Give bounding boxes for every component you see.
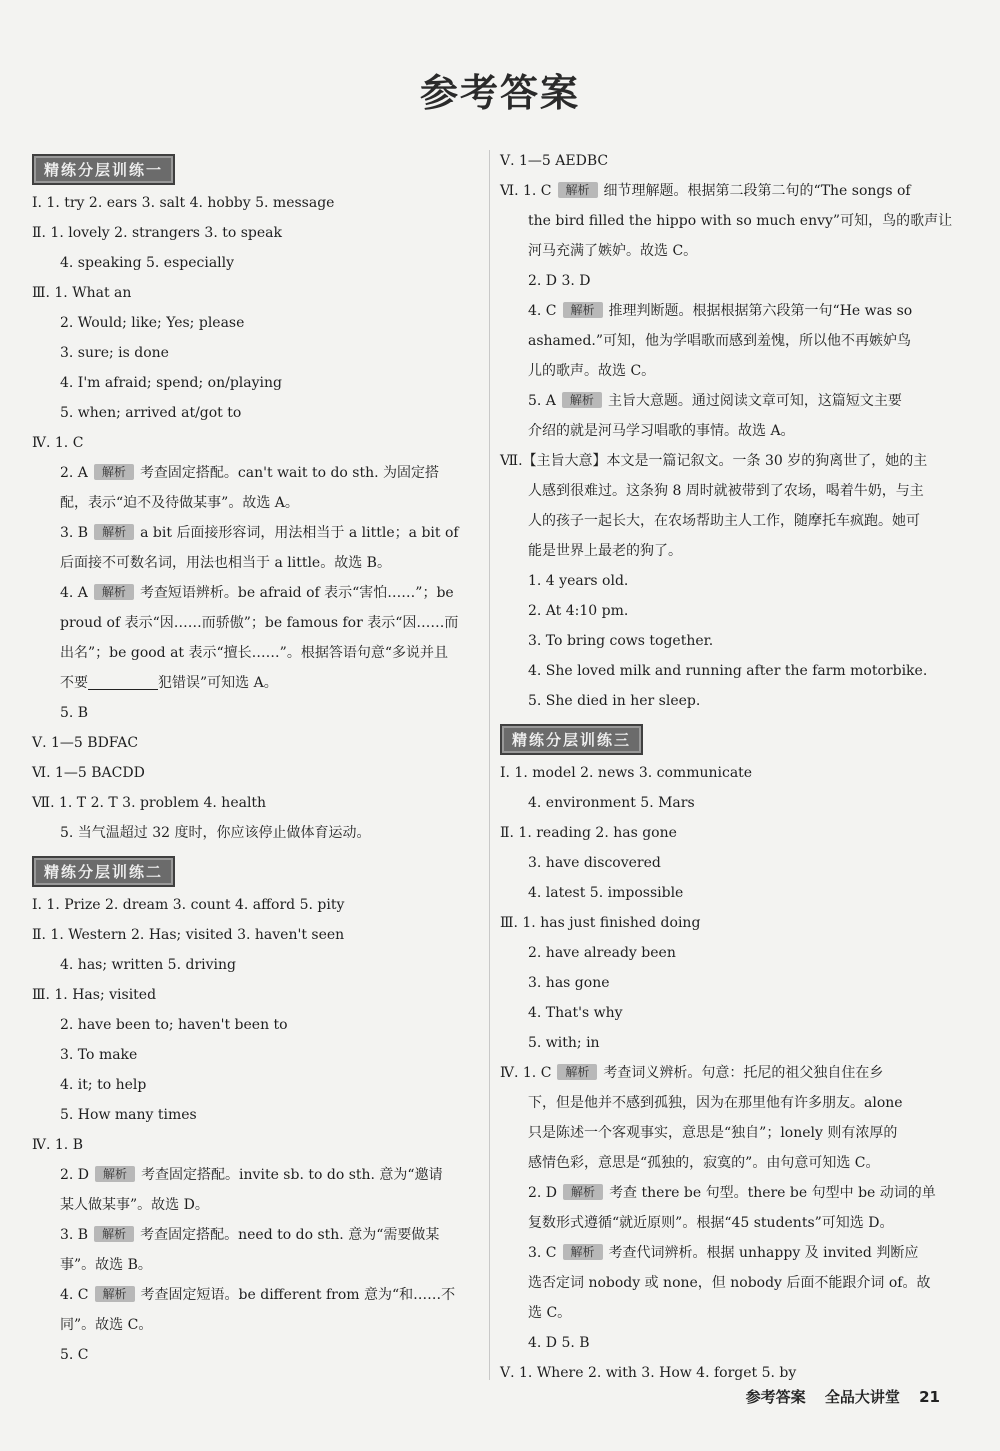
answer-line: Ⅶ. 1. T 2. T 3. problem 4. health bbox=[32, 795, 267, 811]
page-number: 21 bbox=[919, 1388, 940, 1406]
answer-line: Ⅳ. 1. C 解析 考查词义辨析。句意：托尼的祖父独自住在乡 bbox=[500, 1065, 884, 1081]
answer-line: 3. have discovered bbox=[528, 855, 661, 871]
answer-line: Ⅱ. 1. reading 2. has gone bbox=[500, 825, 677, 841]
section-header-3: 精练分层训练三 bbox=[500, 724, 958, 752]
answer-line: Ⅵ. 1—5 BACDD bbox=[32, 765, 145, 781]
analysis-badge: 解析 bbox=[563, 1184, 603, 1200]
answer-line: 2. have already been bbox=[528, 945, 676, 961]
answer-line: 同”。故选 C。 bbox=[60, 1317, 153, 1333]
answer-line: 4. latest 5. impossible bbox=[528, 885, 684, 901]
answer-line: 2. D 解析 考查固定搭配。invite sb. to do sth. 意为“邀请 bbox=[60, 1167, 443, 1183]
answer-line: Ⅱ. 1. lovely 2. strangers 3. to speak bbox=[32, 225, 282, 241]
answer-line: 2. At 4:10 pm. bbox=[528, 603, 629, 619]
analysis-badge: 解析 bbox=[563, 1244, 603, 1260]
answer-line: 4. She loved milk and running after the farm motorbike. bbox=[528, 663, 928, 679]
section-header-2: 精练分层训练二 bbox=[32, 856, 480, 884]
answer-line: 介绍的就是河马学习唱歌的事情。故选 A。 bbox=[528, 423, 795, 439]
footer-label: 参考答案 bbox=[745, 1388, 806, 1406]
blank-line bbox=[88, 675, 158, 690]
analysis-badge: 解析 bbox=[558, 182, 598, 198]
answer-line: ashamed.”可知，他为学唱歌而感到羞愧，所以他不再嫉妒鸟 bbox=[528, 333, 912, 349]
answer-line: 2. Would; like; Yes; please bbox=[60, 315, 245, 331]
answer-line: 人的孩子一起长大，在农场帮助主人工作，随摩托车疯跑。她可 bbox=[528, 513, 920, 529]
answer-line: 3. sure; is done bbox=[60, 345, 169, 361]
page-footer bbox=[732, 1386, 940, 1407]
answer-line: 3. To bring cows together. bbox=[528, 633, 714, 649]
answer-line: 3. B 解析 a bit 后面接形容词，用法相当于 a little；a bit of bbox=[60, 525, 459, 541]
answer-line: 4. environment 5. Mars bbox=[528, 795, 695, 811]
answer-line: Ⅲ. 1. has just finished doing bbox=[500, 915, 701, 931]
answer-line: Ⅰ. 1. Prize 2. dream 3. count 4. afford 5. pity bbox=[32, 897, 345, 913]
answer-line: Ⅲ. 1. Has; visited bbox=[32, 987, 157, 1003]
answer-line: 后面接不可数名词，用法也相当于 a little。故选 B。 bbox=[60, 555, 391, 571]
page-title: 参考答案 bbox=[419, 71, 580, 115]
answer-line: 感情色彩，意思是“孤独的，寂寞的”。由句意可知选 C。 bbox=[528, 1155, 880, 1171]
footer-book-title: 全品大讲堂 bbox=[824, 1388, 900, 1406]
answer-line: 不要 犯错误”可知选 A。 bbox=[60, 675, 278, 691]
answer-line: 3. C 解析 考查代词辨析。根据 unhappy 及 invited 判断应 bbox=[528, 1245, 919, 1261]
answer-line: 2. D 解析 考查 there be 句型。there be 句型中 be 动词的单 bbox=[528, 1185, 936, 1201]
answer-line: 2. D 3. D bbox=[528, 273, 591, 289]
answer-line: Ⅴ. 1. Where 2. with 3. How 4. forget 5. by bbox=[500, 1365, 797, 1381]
answer-line: 4. C 解析 推理判断题。根据根据第六段第一句“He was so bbox=[528, 303, 913, 319]
answer-line: 5. She died in her sleep. bbox=[528, 693, 701, 709]
analysis-badge: 解析 bbox=[94, 524, 134, 540]
answer-line: 1. 4 years old. bbox=[528, 573, 629, 589]
answer-line: 河马充满了嫉妒。故选 C。 bbox=[528, 243, 698, 259]
analysis-badge: 解析 bbox=[94, 464, 134, 480]
answer-line: 事”。故选 B。 bbox=[60, 1257, 152, 1273]
answer-line: 只是陈述一个客观事实，意思是“独自”；lonely 则有浓厚的 bbox=[528, 1125, 898, 1141]
answer-line: 3. B 解析 考查固定搭配。need to do sth. 意为“需要做某 bbox=[60, 1227, 440, 1243]
analysis-badge: 解析 bbox=[557, 1064, 597, 1080]
answer-line: 下，但是他并不感到孤独，因为在那里他有许多朋友。alone bbox=[528, 1095, 903, 1111]
answer-line: 某人做某事”。故选 D。 bbox=[60, 1197, 209, 1213]
analysis-badge: 解析 bbox=[95, 1166, 135, 1182]
left-column bbox=[32, 146, 480, 1370]
answer-line: 5. when; arrived at/got to bbox=[60, 405, 242, 421]
answer-line: Ⅱ. 1. Western 2. Has; visited 3. haven't seen bbox=[32, 927, 345, 943]
answer-line: 4. has; written 5. driving bbox=[60, 957, 236, 973]
answer-line: 4. That's why bbox=[528, 1005, 623, 1021]
answer-line: Ⅰ. 1. try 2. ears 3. salt 4. hobby 5. message bbox=[32, 195, 335, 211]
answer-line: 5. A 解析 主旨大意题。通过阅读文章可知，这篇短文主要 bbox=[528, 393, 902, 409]
answer-line: Ⅲ. 1. What an bbox=[32, 285, 132, 301]
answer-line: 3. has gone bbox=[528, 975, 610, 991]
answer-line: 4. it; to help bbox=[60, 1077, 147, 1093]
answer-line: Ⅴ. 1—5 BDFAC bbox=[32, 735, 139, 751]
answer-line: Ⅰ. 1. model 2. news 3. communicate bbox=[500, 765, 753, 781]
answer-line: Ⅳ. 1. C bbox=[32, 435, 84, 451]
answer-line: 配，表示“迫不及待做某事”。故选 A。 bbox=[60, 495, 299, 511]
answer-line: 选否定词 nobody 或 none，但 nobody 后面不能跟介词 of。故 bbox=[528, 1275, 931, 1291]
answer-line: 2. A 解析 考查固定搭配。can't wait to do sth. 为固定搭 bbox=[60, 465, 440, 481]
answer-line: 4. I'm afraid; spend; on/playing bbox=[60, 375, 282, 391]
answer-line: 2. have been to; haven't been to bbox=[60, 1017, 288, 1033]
analysis-badge: 解析 bbox=[563, 302, 603, 318]
answer-line: 3. To make bbox=[60, 1047, 138, 1063]
answer-line: 选 C。 bbox=[528, 1305, 572, 1321]
analysis-badge: 解析 bbox=[95, 1286, 135, 1302]
answer-line: Ⅳ. 1. B bbox=[32, 1137, 83, 1153]
answer-line: Ⅴ. 1—5 AEDBC bbox=[500, 153, 609, 169]
answer-line: 复数形式遵循“就近原则”。根据“45 students”可知选 D。 bbox=[528, 1215, 894, 1231]
analysis-badge: 解析 bbox=[562, 392, 602, 408]
answer-line: 5. 当气温超过 32 度时，你应该停止做体育运动。 bbox=[60, 825, 371, 841]
analysis-badge: 解析 bbox=[94, 584, 134, 600]
column-divider bbox=[489, 150, 490, 1380]
answer-line: 能是世界上最老的狗了。 bbox=[528, 543, 682, 559]
answer-line: 5. How many times bbox=[60, 1107, 197, 1123]
answer-line: 5. C bbox=[60, 1347, 89, 1363]
analysis-badge: 解析 bbox=[94, 1226, 134, 1242]
answer-line: 4. D 5. B bbox=[528, 1335, 590, 1351]
answer-line: 4. A 解析 考查短语辨析。be afraid of 表示“害怕……”；be bbox=[60, 585, 454, 601]
answer-line: Ⅵ. 1. C 解析 细节理解题。根据第二段第二句的“The songs of bbox=[500, 183, 911, 199]
answer-line: 出名”；be good at 表示“擅长……”。根据答语句意“多说并且 bbox=[60, 645, 448, 661]
answer-line: 4. C 解析 考查固定短语。be different from 意为“和……不 bbox=[60, 1287, 456, 1303]
answer-line: 人感到很难过。这条狗 8 周时就被带到了农场，喝着牛奶，与主 bbox=[528, 483, 924, 499]
answer-line: proud of 表示“因……而骄傲”；be famous for 表示“因……而 bbox=[60, 615, 459, 631]
answer-line: 4. speaking 5. especially bbox=[60, 255, 235, 271]
answer-line: the bird filled the hippo with so much envy”可知，鸟的歌声让 bbox=[528, 213, 953, 229]
section-header-1: 精练分层训练一 bbox=[32, 154, 480, 182]
answer-line: 5. B bbox=[60, 705, 89, 721]
answer-line: Ⅶ.【主旨大意】本文是一篇记叙文。一条 30 岁的狗离世了，她的主 bbox=[500, 453, 928, 469]
answer-line: 5. with; in bbox=[528, 1035, 600, 1051]
answer-line: 儿的歌声。故选 C。 bbox=[528, 363, 656, 379]
right-column bbox=[500, 146, 958, 1388]
